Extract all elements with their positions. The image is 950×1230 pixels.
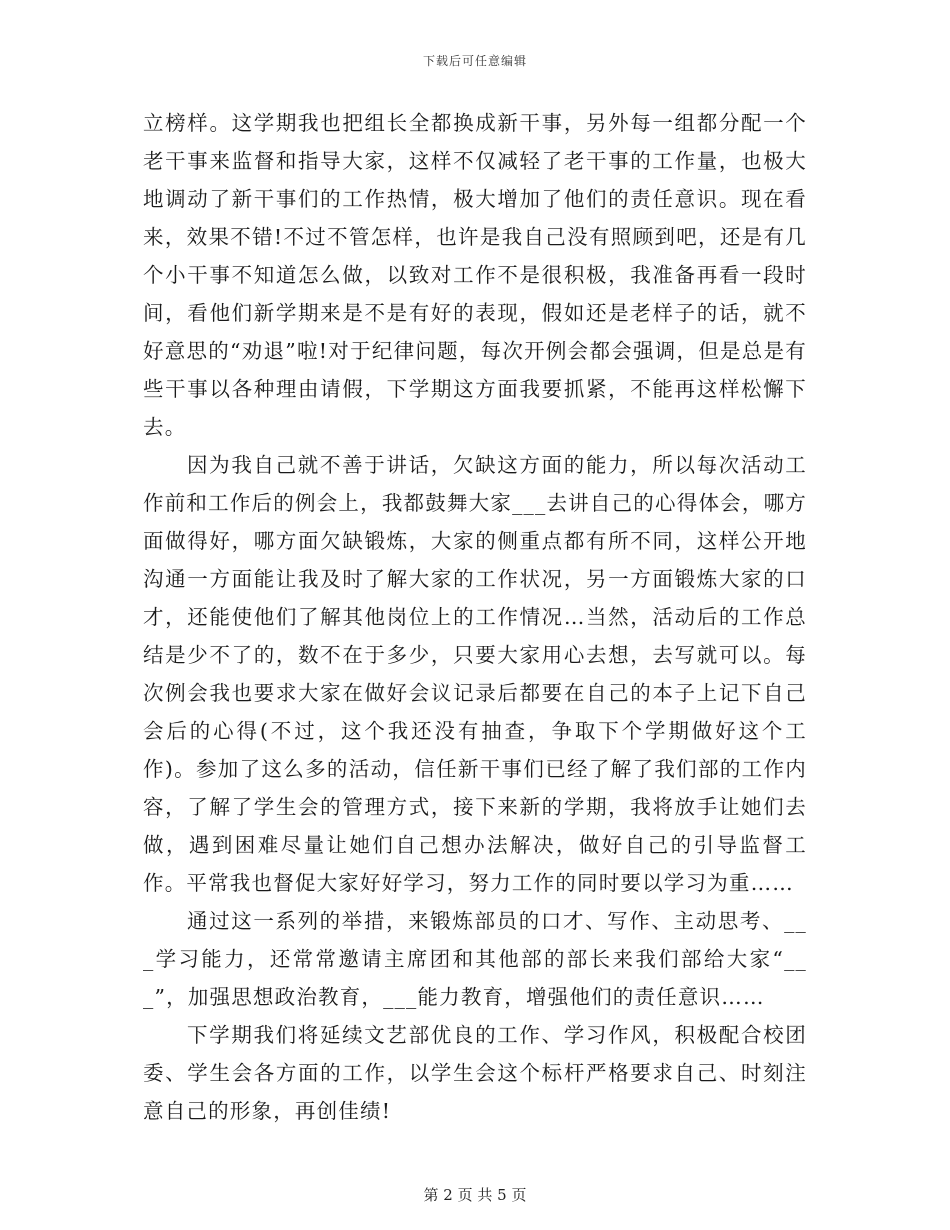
document-body: [143, 104, 807, 1130]
page-header: 下载后可任意编辑: [422, 54, 527, 68]
page-number: 第 2 页 共 5 页: [423, 1186, 527, 1204]
paragraph-1: 立榜样。这学期我也把组长全都换成新干事，另外每一组都分配一个老干事来监督和指导大家，这样不仅减轻了老干事的工作量，也极大地调动了新干事们的工作热情，极大增加了他们的责任意识。现在看来，效果不错!不过不管怎样，也许是我自己没有照顾到吧，还是有几个小干事不知道怎么做，以致对工作不是很积极，我准备再看一段时间，看他们新学期来是不是有好的表现，假如还是老样子的话，就不好意思的“劝退”啦!对于纪律问题，每次开例会都会强调，但是总是有些干事以各种理由请假，下学期这方面我要抓紧，不能再这样松懈下去。: [143, 111, 807, 439]
paragraph-2: 因为我自己就不善于讲话，欠缺这方面的能力，所以每次活动工作前和工作后的例会上，我都鼓舞大家___去讲自己的心得体会，哪方面做得好，哪方面欠缺锻炼，大家的侧重点都有所不同，这样公开地沟通一方面能让我及时了解大家的工作状况，另一方面锻炼大家的口才，还能使他们了解其他岗位上的工作情况…当然，活动后的工作总结是少不了的，数不在于多少，只要大家用心去想，去写就可以。每次例会我也要求大家在做好会议记录后都要在自己的本子上记下自己会后的心得(不过，这个我还没有抽查，争取下个学期做好这个工作)。参加了这么多的活动，信任新干事们已经了解了我们部的工作内容，了解了学生会的管理方式，接下来新的学期，我将放手让她们去做，遇到困难尽量让她们自己想办法解决，做好自己的引导监督工作。平常我也督促大家好好学习，努力工作的同时要以学习为重……: [143, 453, 807, 895]
paragraph-4: 下学期我们将延续文艺部优良的工作、学习作风，积极配合校团委、学生会各方面的工作，以学生会这个标杆严格要求自己、时刻注意自己的形象，再创佳绩!: [143, 1023, 807, 1123]
paragraph-3: 通过这一系列的举措，来锻炼部员的口才、写作、主动思考、___学习能力，还常常邀请主席团和其他部的部长来我们部给大家“___”，加强思想政治教育，___能力教育，增强他们的责任意识……: [143, 909, 807, 1009]
